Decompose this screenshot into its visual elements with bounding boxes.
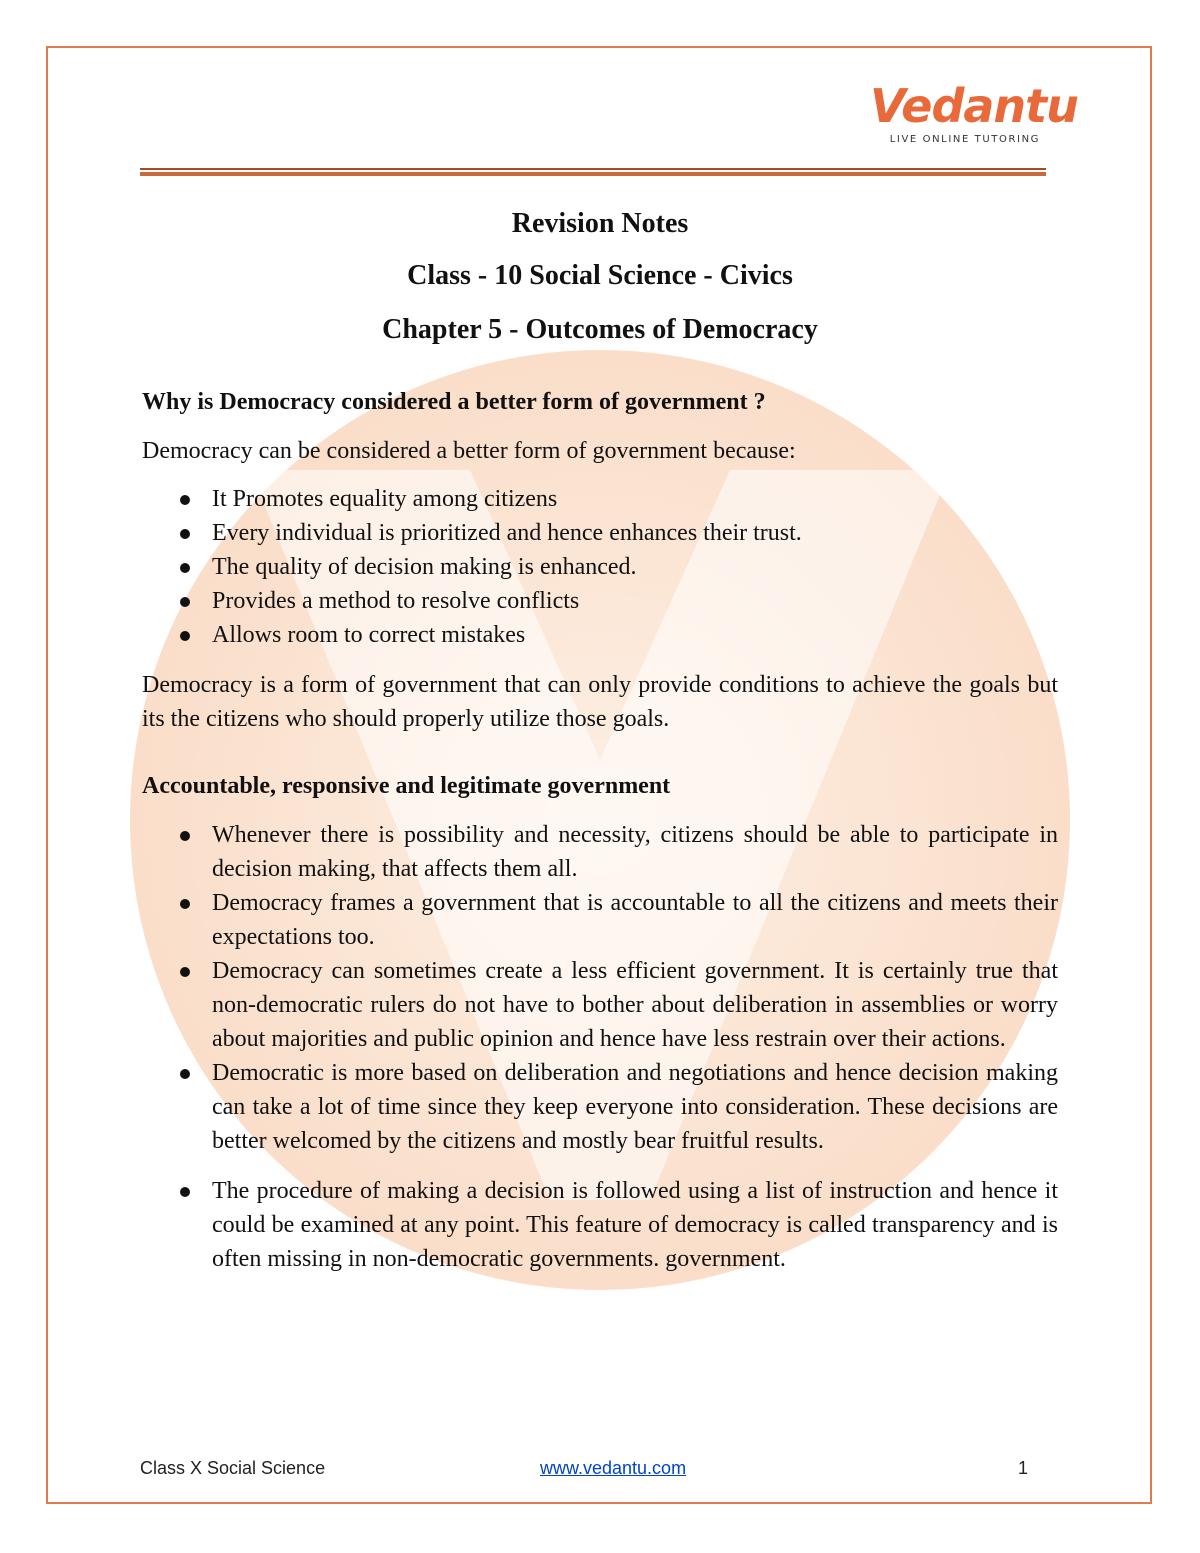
bullet-icon (180, 529, 190, 539)
bullet-icon (180, 967, 190, 977)
accountable-list (142, 818, 1058, 1158)
vedantu-logo (870, 79, 1078, 145)
list-item: The procedure of making a decision is followed using a list of instruction and hence it could be examined at any point. This feature of democracy is called transparency and is often missing in non-democratic governments. government. (142, 1174, 1058, 1276)
list-item: Democracy frames a government that is accountable to all the citizens and meets their expectations too. (142, 886, 1058, 954)
list-item: Democracy can sometimes create a less efficient government. It is certainly true that non-democratic rulers do not have to bother about deliberation in assemblies or worry about majorities and public opinion and hence have less restrain over their actions. (142, 954, 1058, 1056)
title-revision-notes: Revision Notes (511, 208, 689, 239)
footer-page-number: 1 (1017, 1458, 1028, 1478)
bullet-icon (180, 831, 190, 841)
bullet-icon (180, 597, 190, 607)
list-item: Democratic is more based on deliberation and negotiations and hence decision making can take a lot of time since they keep everyone into consideration. These decisions are better welcomed by the citizens and mostly bear fruitful results. (142, 1056, 1058, 1158)
logo-wordmark: Vedantu (870, 79, 1078, 133)
list-item: The quality of decision making is enhanced. (142, 550, 1058, 584)
title-chapter: Chapter 5 - Outcomes of Democracy (382, 314, 818, 345)
document-body (142, 200, 1058, 1276)
reasons-list (142, 482, 1058, 652)
list-item: Provides a method to resolve conflicts (142, 584, 1058, 618)
list-item: Every individual is prioritized and hence enhances their trust. (142, 516, 1058, 550)
bullet-icon (180, 899, 190, 909)
bullet-icon (180, 1187, 190, 1197)
bullet-icon (180, 495, 190, 505)
list-item: It Promotes equality among citizens (142, 482, 1058, 516)
header-rule-thick (140, 172, 1046, 176)
transparency-list (142, 1174, 1058, 1276)
list-item: Whenever there is possibility and necessity, citizens should be able to participate in decision making, that affects them all. (142, 818, 1058, 886)
bullet-icon (180, 1069, 190, 1079)
header-rule-thin (140, 168, 1046, 170)
footer-subject: Class X Social Science (140, 1458, 326, 1478)
bullet-icon (180, 563, 190, 573)
logo-tagline: LIVE ONLINE TUTORING (889, 134, 1040, 145)
section-intro: Democracy can be considered a better form of government because: (142, 438, 796, 464)
section-heading-why-democracy: Why is Democracy considered a better form of government ? (142, 389, 766, 415)
footer-website-link[interactable]: www.vedantu.com (540, 1458, 687, 1478)
list-item: Allows room to correct mistakes (142, 618, 1058, 652)
section-conclusion: Democracy is a form of government that can only provide conditions to achieve the goals but its the citizens who should properly utilize those goals. (142, 672, 1058, 732)
page-footer (140, 1458, 1046, 1484)
bullet-icon (180, 631, 190, 641)
title-class: Class - 10 Social Science - Civics (407, 260, 793, 291)
section-heading-accountable-government: Accountable, responsive and legitimate government (142, 773, 671, 799)
